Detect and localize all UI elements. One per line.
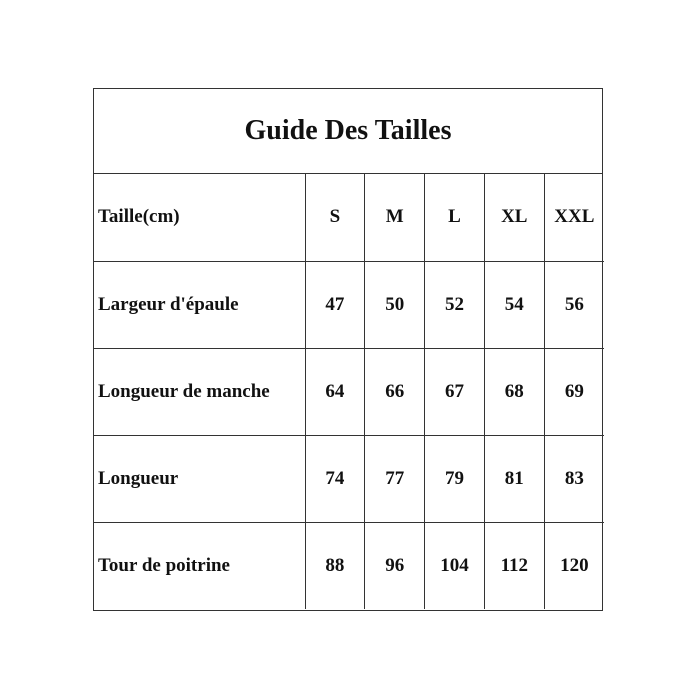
table-row-shoulder-width [94,261,604,348]
size-guide-table [93,88,603,611]
table-cell: 64 [305,348,365,435]
table-cell: 68 [484,348,544,435]
size-header-s: S [305,174,365,261]
row-label: Longueur de manche [94,348,305,435]
table-cell: 66 [365,348,425,435]
table-cell: 83 [544,435,604,522]
table-cell: 88 [305,522,365,609]
table-cell: 50 [365,261,425,348]
table-cell: 52 [425,261,485,348]
table-cell: 79 [425,435,485,522]
table-row-chest [94,522,604,609]
table-cell: 77 [365,435,425,522]
table-cell: 54 [484,261,544,348]
size-header-l: L [425,174,485,261]
table-row-length [94,435,604,522]
size-header-xl: XL [484,174,544,261]
size-header-m: M [365,174,425,261]
table-cell: 120 [560,554,589,576]
table-cell: 96 [365,522,425,609]
table-row-sleeve-length [94,348,604,435]
size-header-xxl: XXL [544,174,604,261]
table-cell: 104 [425,522,485,609]
table-cell: 67 [425,348,485,435]
table-cell: 56 [544,261,604,348]
table-cell: 74 [305,435,365,522]
table-cell: 81 [484,435,544,522]
guide-title: Guide Des Tailles [94,89,602,174]
row-label: Tour de poitrine [94,522,305,609]
table-cell: 47 [305,261,365,348]
row-label: Longueur [94,435,305,522]
table-cell: 69 [544,348,604,435]
table-cell: 112 [484,522,544,609]
size-table [94,174,604,609]
row-label: Largeur d'épaule [94,261,305,348]
header-label: Taille(cm) [94,174,305,261]
header-row [94,174,604,261]
